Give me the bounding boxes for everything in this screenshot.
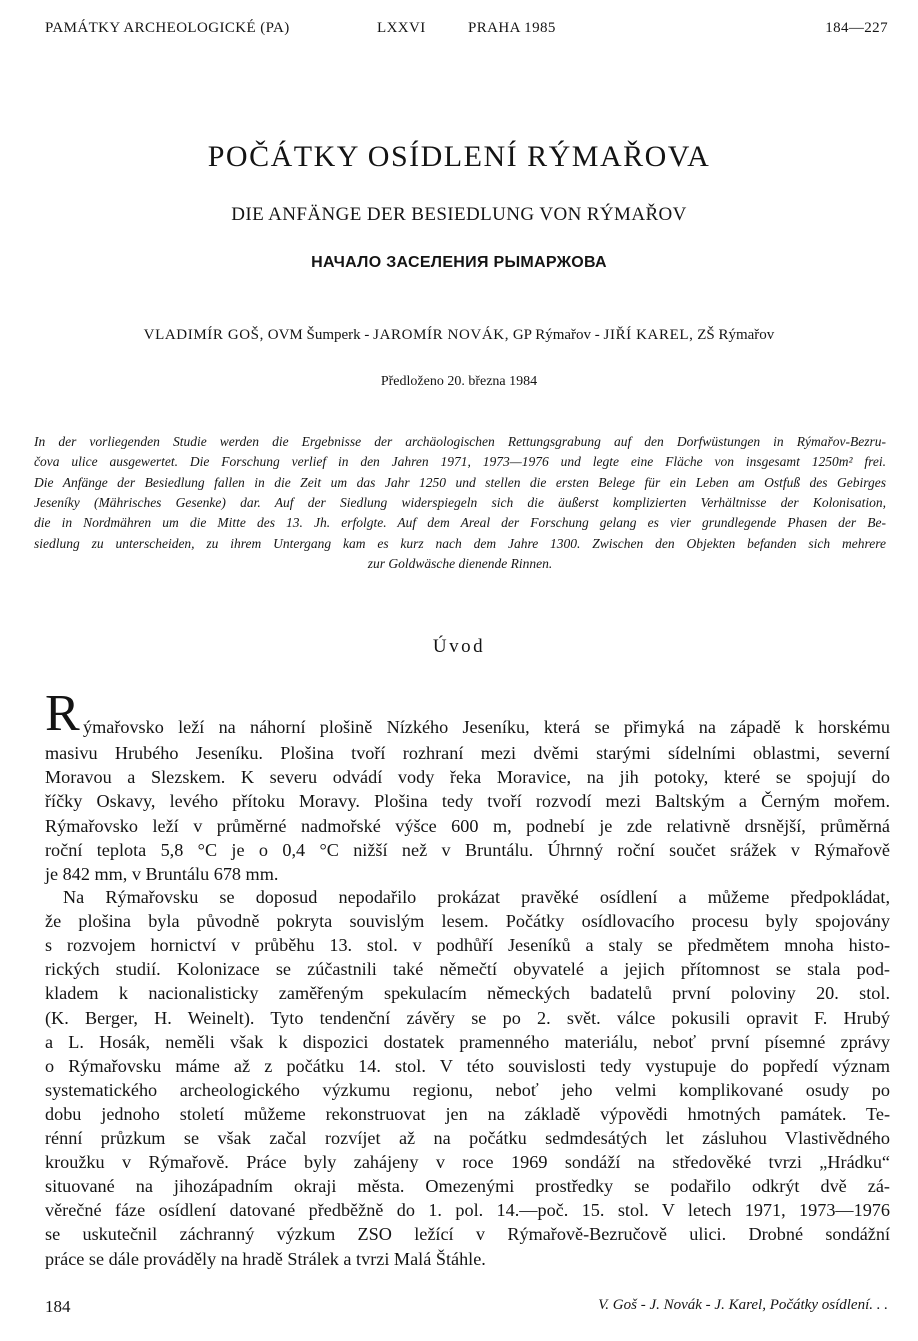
paragraph-2-line: (K. Berger, H. Weinelt). Tyto tendenční závěry se po 2. svět. válce pokusili opravit F. Hrubý — [45, 1007, 890, 1028]
journal-volume: LXXVI — [377, 20, 426, 36]
author-2-institution: GP Rýmařov - — [509, 327, 604, 343]
paragraph-2-line: situované na jihozápadním okraji města. Omezenými prostředky se podařilo odkrýt dvě zá- — [45, 1176, 890, 1197]
paragraph-1-line: říčky Oskavy, levého přítoku Moravy. Plošina tedy tvoří rozvodí mezi Baltským a Černým mořem. — [45, 791, 890, 812]
abstract-line: čova ulice ausgewertet. Die Forschung verlief in den Jahren 1971, 1973—1976 und legte eine Fläche von insgesamt 1250m² frei. — [34, 454, 886, 470]
paragraph-2-line: systematického archeologického výzkumu regionu, neboť jeho velmi komplikované osudy po — [45, 1079, 890, 1100]
journal-name: PAMÁTKY ARCHEOLOGICKÉ (PA) — [45, 20, 290, 36]
paragraph-2-line: kladem k nacionalisticky zaměřeným spekulacím německých badatelů první poloviny 20. stol. — [45, 983, 890, 1004]
paragraph-1-line: roční teplota 5,8 °C je o 0,4 °C nižší než v Bruntálu. Úhrnný roční součet srážek v Rýmařově — [45, 839, 890, 860]
subtitle-russian: НАЧАЛО ЗАСЕЛЕНИЯ РЫМАРЖОВА — [311, 254, 607, 271]
abstract-line: siedlung zu unterscheiden, zu ihrem Untergang kam es kurz nach dem Jahre 1300. Zwischen den Objekten befanden sich mehrere — [34, 535, 886, 551]
paragraph-2-line: dobu jednoho století můžeme rekonstruovat jen na základě výpovědi hmotných památek. Te- — [45, 1103, 890, 1124]
paragraph-1-line: Moravou a Slezskem. K severu odvádí vody řeka Moravice, na jih potoky, které se spojují do — [45, 767, 890, 788]
paragraph-2-line: rických studií. Kolonizace se zúčastnili také němečtí obyvatelé a jejich přítomnost se stala pod- — [45, 959, 890, 980]
paragraph-1-line: masivu Hrubého Jeseníku. Plošina tvoří rozhraní mezi dvěmi starými sídelními oblastmi, severní — [45, 743, 890, 763]
paragraph-2-line: Na Rýmařovsku se doposud nepodařilo prokázat pravěké osídlení a můžeme předpokládat, — [63, 887, 890, 907]
paragraph-1-line: ýmařovsko leží na náhorní plošině Nízkého Jeseníku, která se přimyká na západě k horskému — [83, 717, 890, 737]
paragraph-2-line: rénní průzkum se však začal rozvíjet až na počátku sedmdesátých let zásluhou Vlastivědného — [45, 1128, 890, 1148]
journal-place-year: PRAHA 1985 — [468, 20, 556, 36]
abstract-line: Jeseníky (Mährisches Gesenke) dar. Auf der Siedlung widerspiegeln sich die äußerst komplizierten Verhältnisse der Kolonisation, — [34, 494, 886, 510]
paragraph-2-line: se uskutečnil záchranný výzkum ZSO ležící v Rýmařově-Bezručově ulici. Drobné sondážní — [45, 1224, 890, 1245]
abstract-line: In der vorliegenden Studie werden die Ergebnisse der archäologischen Rettungsgrabung auf den Dorfwüstungen in Rýmařov-Bezru- — [34, 434, 886, 449]
subtitle-german: DIE ANFÄNGE DER BESIEDLUNG VON RÝMAŘOV — [231, 204, 687, 225]
author-1-institution: OVM Šumperk - — [263, 327, 374, 343]
author-3-institution: ZŠ Rýmařov — [693, 327, 775, 343]
journal-pages: 184—227 — [825, 20, 888, 36]
paragraph-2-line: a L. Hosák, neměli však k dispozici dostatek pramenného materiálu, neboť první písemné zprávy — [45, 1031, 890, 1052]
author-2-name: JAROMÍR NOVÁK, — [373, 327, 510, 343]
abstract-line: die in Nordmähren um die Mitte des 13. Jh. erfolgte. Auf dem Areal der Forschung gelang es vier grundlegende Phasen der Be- — [34, 515, 886, 531]
authors-line — [0, 327, 918, 344]
abstract-line: Die Anfänge der Besiedlung fallen in die Zeit um das Jahr 1250 und stellen die ersten Belege für ein Leben am Ostfuß des Gebirges — [34, 474, 886, 490]
paragraph-2-line: s rozvojem hornictví v průběhu 13. stol. v podhůří Jeseníků a staly se předmětem mnoha histo- — [45, 935, 890, 956]
running-footer-title: V. Goš - J. Novák - J. Karel, Počátky osídlení. . . — [598, 1297, 888, 1313]
paragraph-1-line: je 842 mm, v Bruntálu 678 mm. — [45, 864, 279, 884]
page-title: POČÁTKY OSÍDLENÍ RÝMAŘOVA — [207, 140, 711, 173]
section-heading: Úvod — [432, 636, 486, 657]
submission-date: Předloženo 20. března 1984 — [380, 374, 538, 389]
paragraph-2-line: o Rýmařovsku máme až z počátku 14. stol. V této souvislosti tedy vystupuje do popředí význam — [45, 1055, 890, 1076]
paragraph-2-line: kroužku v Rýmařově. Práce byly zahájeny v roce 1969 sondáží na středověké tvrzi „Hrádku“ — [45, 1152, 890, 1173]
paragraph-2-line: věrečné fáze osídlení datované předběžně do 1. pol. 14.—poč. 15. stol. V letech 1971, 1973—1976 — [45, 1200, 890, 1221]
page-number: 184 — [45, 1297, 71, 1316]
paragraph-1-line: Rýmařovsko leží v průměrné nadmořské výšce 600 m, podnebí je zde relativně drsnější, průměrná — [45, 815, 890, 836]
drop-cap: R — [45, 685, 80, 742]
abstract-line: zur Goldwäsche dienende Rinnen. — [367, 555, 553, 571]
paragraph-2-line: práce se dále prováděly na hradě Strálek a tvrzi Malá Štáhle. — [45, 1248, 486, 1269]
author-1-name: VLADIMÍR GOŠ, — [143, 327, 264, 343]
author-3-name: JIŘÍ KAREL, — [603, 327, 694, 343]
paragraph-2-line: že plošina byla původně pokryta souvislým lesem. Počátky osídlovacího procesu byly spojovány — [45, 911, 890, 932]
